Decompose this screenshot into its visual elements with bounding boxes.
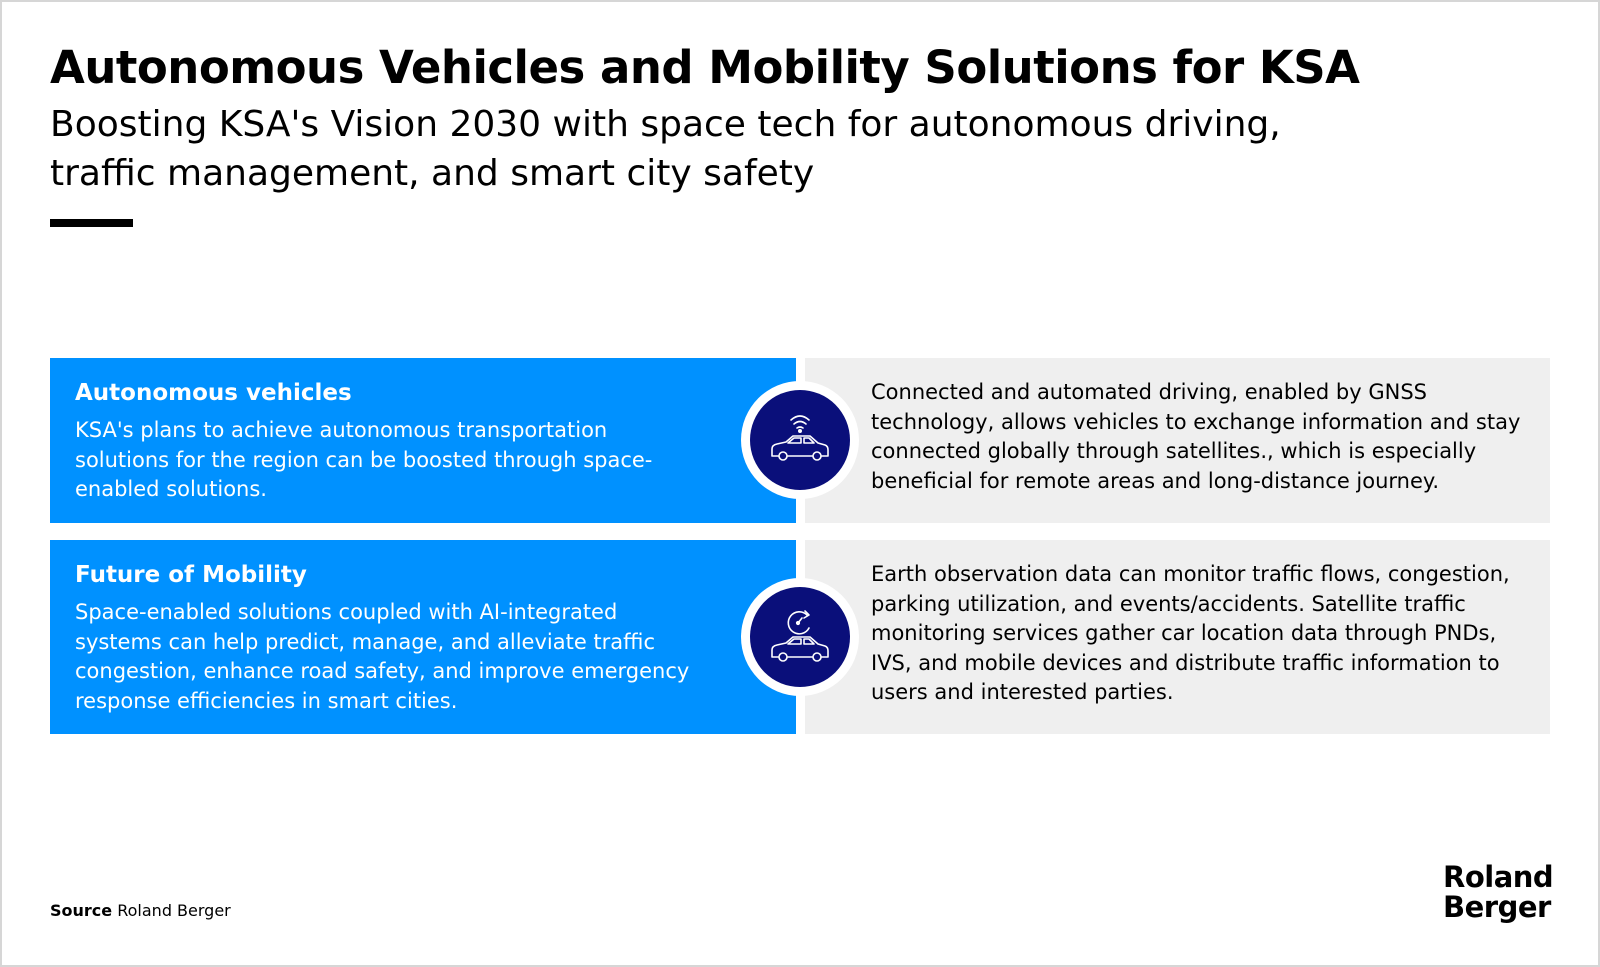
panel-heading: Future of Mobility [75,562,307,588]
speed-car-glyph [750,587,850,687]
future-of-mobility-description [805,540,1550,734]
title-underline [50,219,133,227]
icon-badge [750,587,850,687]
source-note [50,900,231,922]
panel-body: Space-enabled solutions coupled with AI-integrated systems can help predict, manage, and alleviate traffic congestion, enhance road safety, and improve emergency response efficiencies in smart cities. [75,600,690,713]
roland-berger-logo [1443,862,1553,922]
logo-line-2: Berger [1443,890,1551,924]
future-of-mobility-panel [50,540,796,734]
page-title: Autonomous Vehicles and Mobility Solutions for KSA [50,41,1360,94]
panel-body: KSA's plans to achieve autonomous transportation solutions for the region can be boosted through space-enabled solutions. [75,418,653,501]
connected-car-glyph [750,390,850,490]
page-subtitle: Boosting KSA's Vision 2030 with space tech for autonomous driving, traffic management, and smart city safety [50,104,1281,194]
autonomous-vehicles-panel [50,358,796,523]
panel-heading: Autonomous vehicles [75,380,352,406]
speed-car-icon [741,578,859,696]
row-future-of-mobility [50,540,1550,734]
icon-badge [750,390,850,490]
row-autonomous-vehicles [50,358,1550,523]
connected-car-icon [741,381,859,499]
description-text: Connected and automated driving, enabled by GNSS technology, allows vehicles to exchange information and stay connected globally through satellites., which is especially beneficial for remote areas and long-distance journey. [871,380,1521,493]
source-text: Roland Berger [117,901,231,920]
logo-line-1: Roland [1443,860,1554,894]
autonomous-vehicles-description [805,358,1550,523]
description-text: Earth observation data can monitor traffic flows, congestion, parking utilization, and events/accidents. Satellite traffic monitoring services gather car location data through PNDs, IVS, and mobile devices and distribute traffic information to users and interested parties. [871,562,1510,704]
source-label: Source [50,901,113,920]
